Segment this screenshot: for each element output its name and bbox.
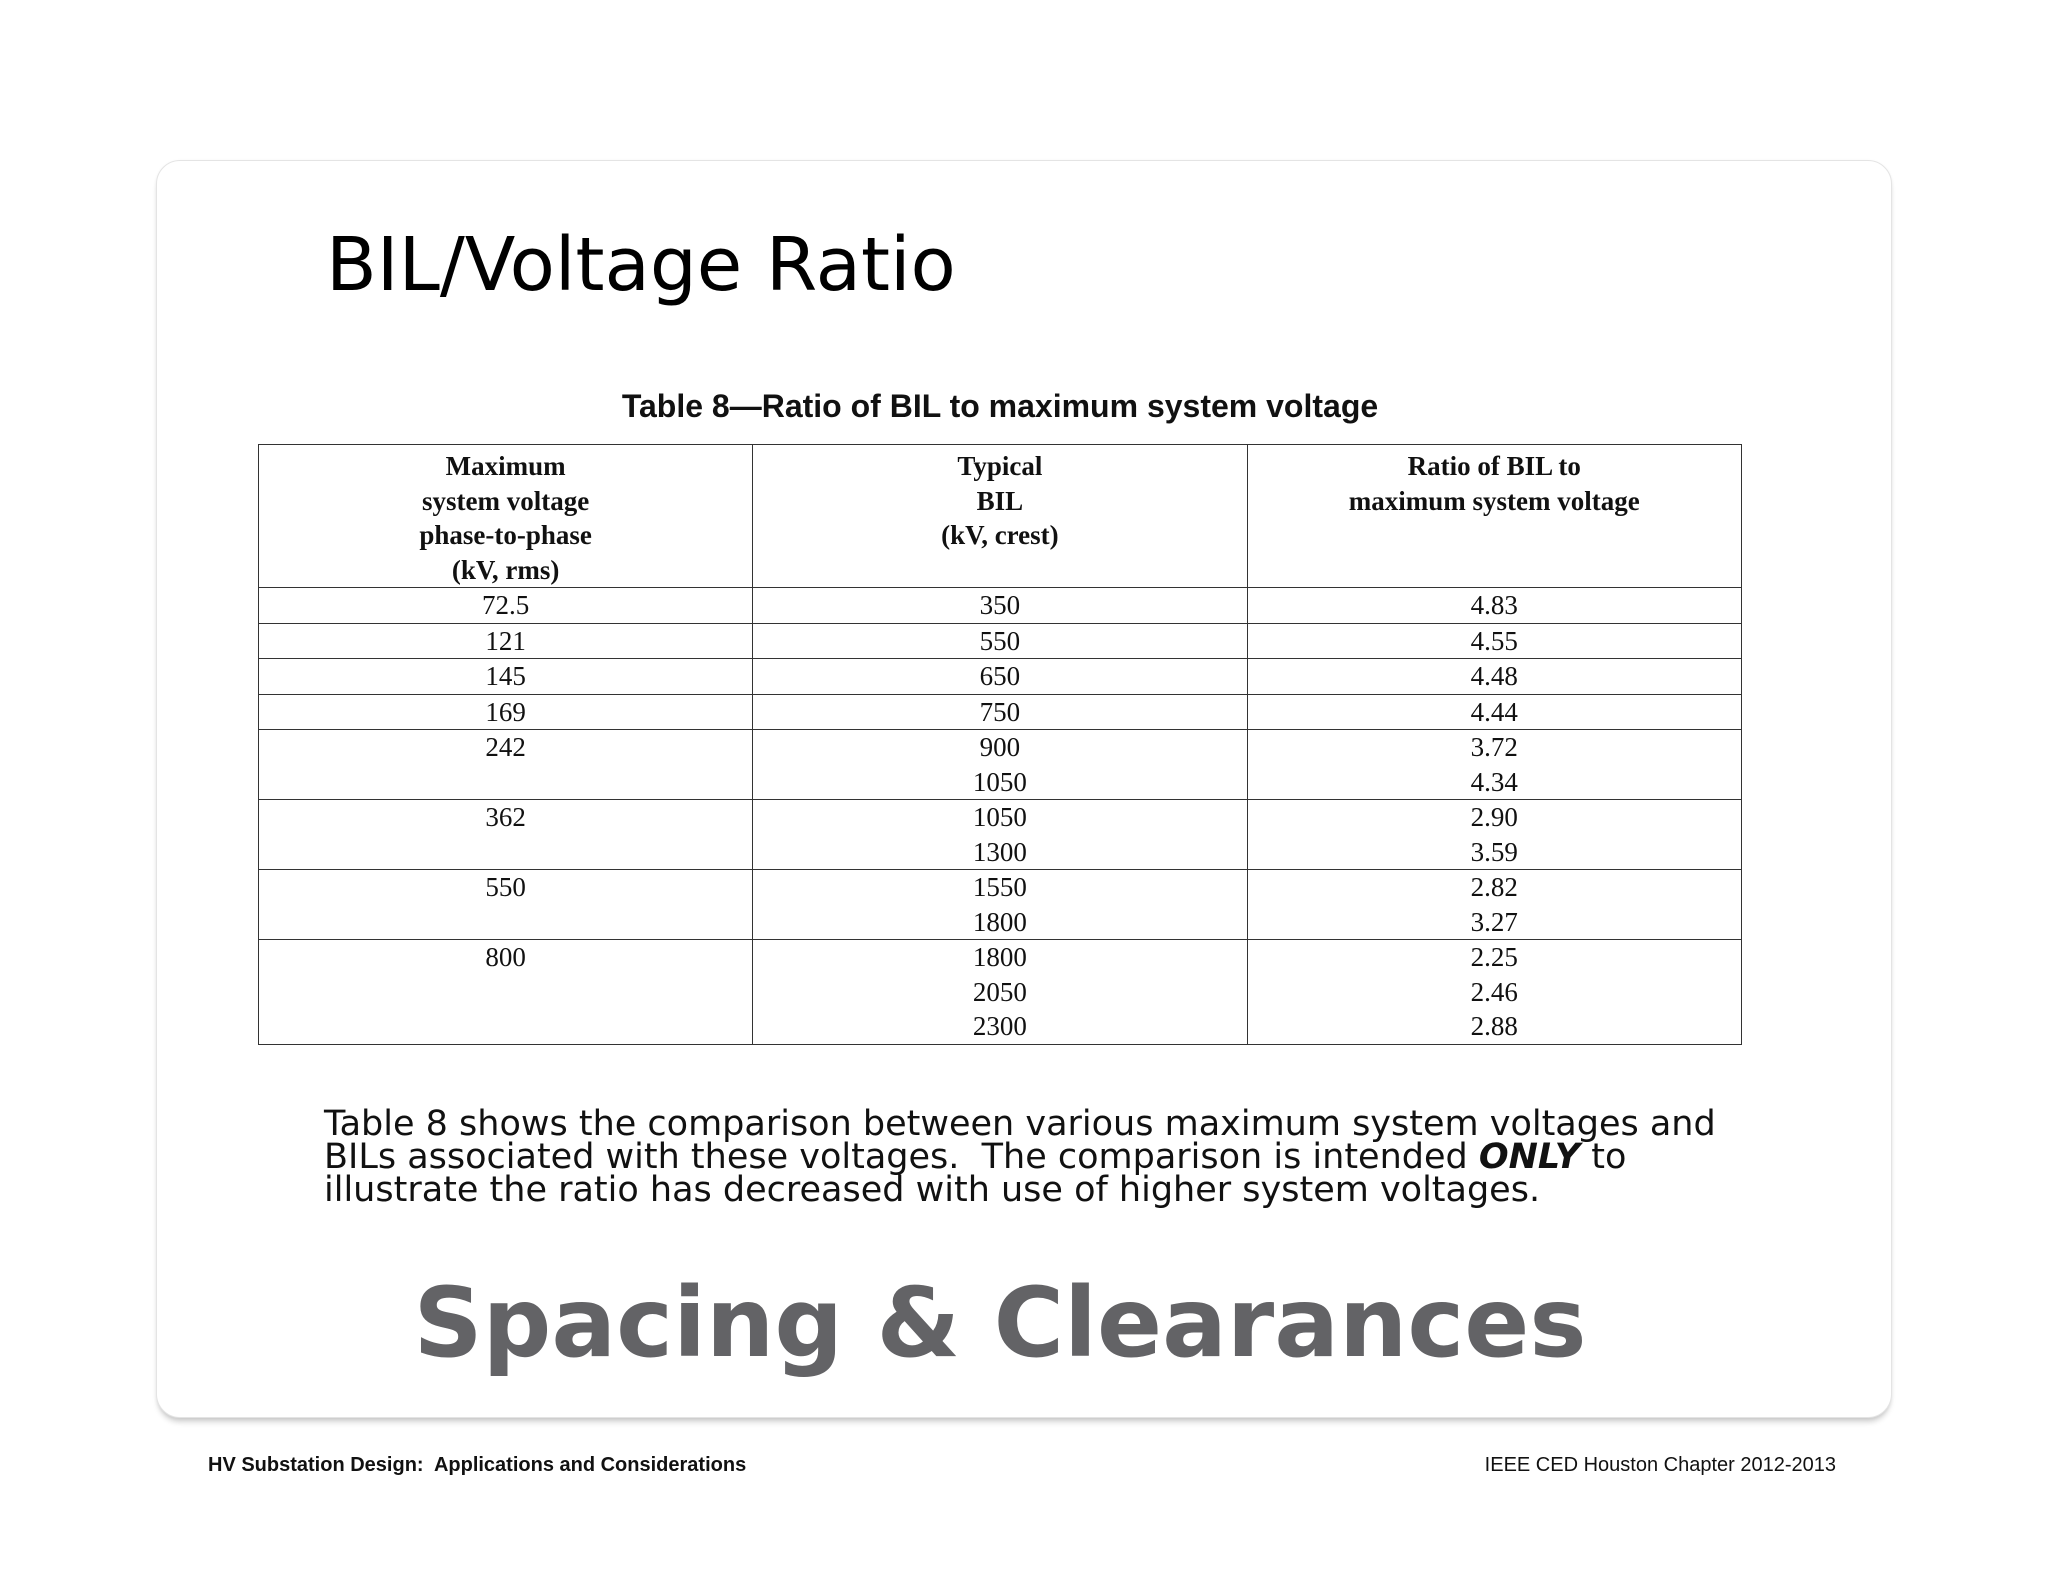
body-emphasis: ONLY <box>1478 1137 1581 1177</box>
cell-value: 121 <box>485 625 526 656</box>
cell-ratio <box>1247 694 1741 730</box>
table-body <box>259 588 1742 1045</box>
cell-value: 650 <box>979 661 1021 691</box>
header-line: BIL <box>976 485 1024 516</box>
cell-ratio <box>1247 870 1741 940</box>
cell-value: 242 <box>485 732 526 762</box>
cell-value: 800 <box>485 942 526 972</box>
cell-typical-bil <box>753 659 1247 695</box>
cell-value: 2.25 <box>1470 942 1518 972</box>
section-banner: Spacing & Clearances <box>413 1267 1587 1379</box>
cell-value: 1550 <box>972 872 1027 902</box>
cell-value: 72.5 <box>482 590 530 620</box>
cell-value: 2050 <box>972 976 1027 1007</box>
cell-ratio <box>1247 800 1741 870</box>
cell-value: 550 <box>979 625 1021 656</box>
cell-typical-bil <box>753 730 1247 800</box>
cell-value: 1800 <box>972 906 1027 937</box>
cell-typical-bil <box>753 800 1247 870</box>
cell-typical-bil <box>753 870 1247 940</box>
header-line: Typical <box>957 451 1043 481</box>
table-row <box>259 659 1742 695</box>
cell-max-voltage <box>259 694 753 730</box>
cell-value: 3.59 <box>1470 836 1518 867</box>
cell-value: 4.34 <box>1470 766 1518 797</box>
cell-max-voltage <box>259 730 753 800</box>
table-row <box>259 870 1742 940</box>
cell-value: 3.72 <box>1470 732 1518 762</box>
header-max-system-voltage <box>259 445 753 588</box>
header-line: maximum system voltage <box>1348 485 1640 516</box>
table-row <box>259 940 1742 1045</box>
cell-value: 900 <box>979 732 1021 762</box>
header-ratio <box>1247 445 1741 588</box>
cell-value: 1800 <box>972 942 1027 972</box>
slide-title: BIL/Voltage Ratio <box>326 222 956 308</box>
cell-value: 145 <box>485 661 526 691</box>
cell-value: 1300 <box>972 836 1027 867</box>
table-header-row <box>259 445 1742 588</box>
cell-value: 1050 <box>972 802 1027 832</box>
cell-max-voltage <box>259 623 753 659</box>
cell-max-voltage <box>259 870 753 940</box>
cell-ratio <box>1247 730 1741 800</box>
cell-value: 3.27 <box>1470 906 1518 937</box>
cell-max-voltage <box>259 940 753 1045</box>
header-line: phase-to-phase <box>419 520 592 550</box>
table-caption: Table 8—Ratio of BIL to maximum system voltage <box>621 388 1379 424</box>
body-paragraph <box>324 1104 1764 1210</box>
header-typical-bil <box>753 445 1247 588</box>
body-text-part: to illustrate the ratio has decreased with use of higher system voltages. <box>324 1137 1627 1210</box>
cell-value: 1050 <box>972 766 1027 797</box>
cell-value: 550 <box>485 872 526 902</box>
cell-ratio <box>1247 659 1741 695</box>
table-row <box>259 623 1742 659</box>
cell-value: 4.44 <box>1470 696 1518 727</box>
body-text-part: Table 8 shows the comparison between various maximum system voltages and BILs associated with these voltages. The comparison is intended <box>324 1104 1716 1177</box>
cell-value: 750 <box>979 696 1021 727</box>
cell-value: 2.88 <box>1470 1011 1518 1041</box>
cell-ratio <box>1247 623 1741 659</box>
table-row <box>259 588 1742 624</box>
cell-max-voltage <box>259 800 753 870</box>
cell-value: 2.46 <box>1470 976 1518 1007</box>
cell-typical-bil <box>753 694 1247 730</box>
footer-right: IEEE CED Houston Chapter 2012-2013 <box>1484 1454 1836 1476</box>
cell-max-voltage <box>259 659 753 695</box>
table-row <box>259 730 1742 800</box>
bil-ratio-table <box>258 444 1742 1045</box>
cell-typical-bil <box>753 940 1247 1045</box>
cell-value: 4.83 <box>1470 590 1518 620</box>
cell-value: 4.55 <box>1470 625 1518 656</box>
cell-ratio <box>1247 588 1741 624</box>
header-line: (kV, rms) <box>451 554 560 585</box>
footer-left: HV Substation Design: Applications and Considerations <box>208 1454 747 1476</box>
header-line: Maximum <box>445 451 566 481</box>
cell-value: 350 <box>979 590 1021 620</box>
header-line: Ratio of BIL to <box>1407 451 1581 481</box>
cell-value: 2.90 <box>1470 802 1518 832</box>
cell-ratio <box>1247 940 1741 1045</box>
cell-value: 169 <box>485 696 526 727</box>
table-row <box>259 694 1742 730</box>
cell-max-voltage <box>259 588 753 624</box>
cell-typical-bil <box>753 623 1247 659</box>
cell-typical-bil <box>753 588 1247 624</box>
cell-value: 362 <box>485 802 526 832</box>
cell-value: 2.82 <box>1470 872 1518 902</box>
table-row <box>259 800 1742 870</box>
cell-value: 4.48 <box>1470 661 1518 691</box>
header-line: system voltage <box>422 485 590 516</box>
cell-value: 2300 <box>972 1011 1027 1041</box>
header-line: (kV, crest) <box>941 520 1059 550</box>
